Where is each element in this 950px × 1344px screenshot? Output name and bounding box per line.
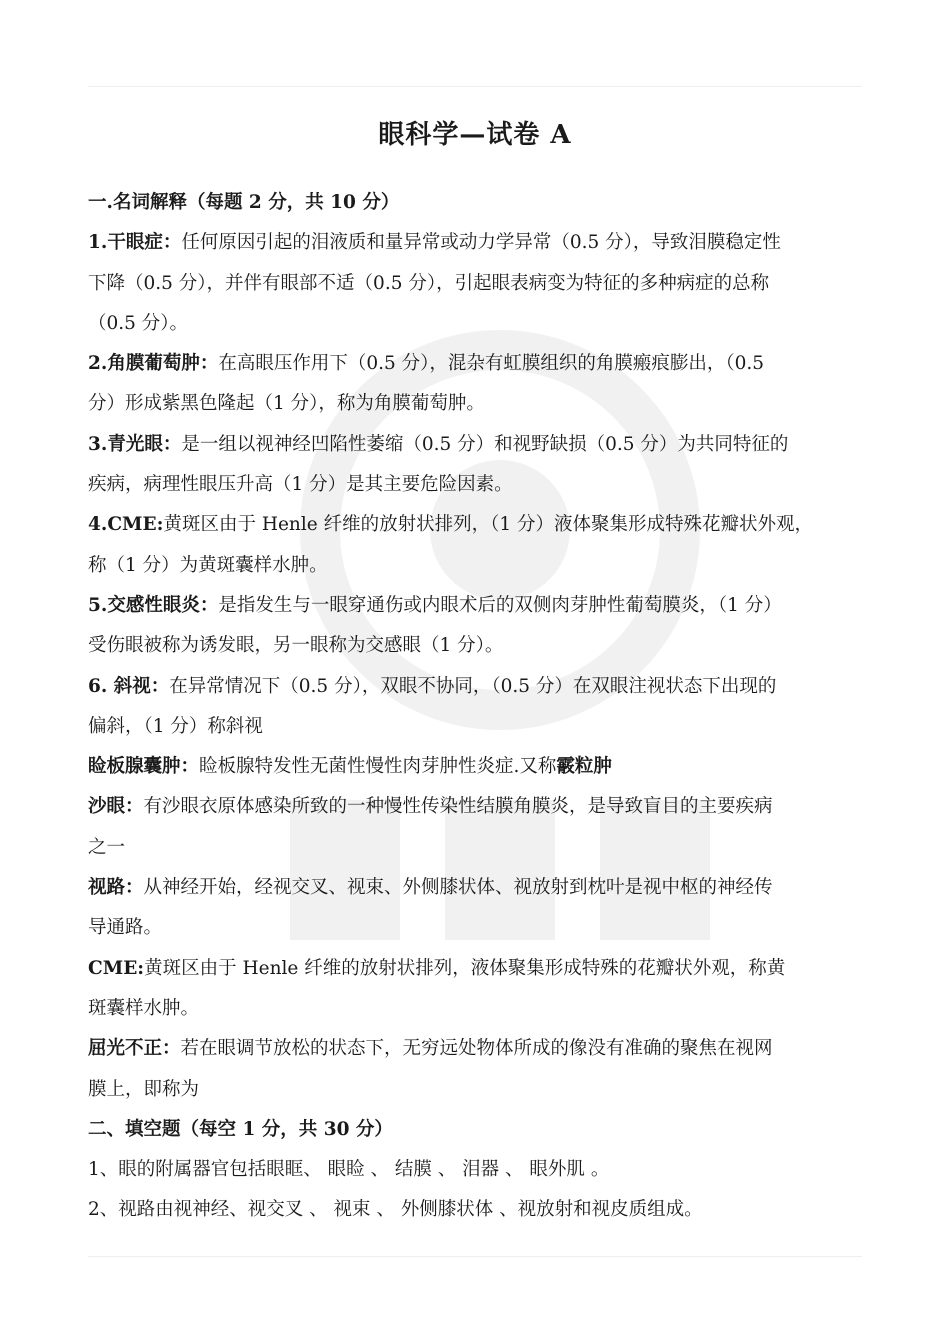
definition-text: 黄斑区由于 Henle 纤维的放射状排列，液体聚集形成特殊的花瓣状外观，称黄 bbox=[144, 957, 786, 979]
document-body bbox=[88, 183, 864, 1231]
fill-in-item: 1、眼的附属器官包括眼眶、 眼睑 、 结膜 、 泪器 、 眼外肌 。 bbox=[88, 1159, 610, 1181]
definition-text: 睑板腺特发性无菌性慢性肉芽肿性炎症.又称 bbox=[199, 756, 557, 778]
definition-term: 屈光不正： bbox=[88, 1038, 181, 1060]
definition-text: 有沙眼衣原体感染所致的一种慢性传染性结膜角膜炎，是导致盲目的主要疾病 bbox=[143, 796, 773, 818]
section-heading-fill-in: 二、填空题（每空 1 分，共 30 分） bbox=[88, 1118, 393, 1140]
definition-item bbox=[88, 223, 864, 263]
definition-item bbox=[88, 667, 864, 707]
definition-item bbox=[88, 949, 864, 989]
definition-text: 从神经开始，经视交叉、视束、外侧膝状体、视放射到枕叶是视中枢的神经传 bbox=[143, 877, 773, 899]
definition-text-line: 斑囊样水肿。 bbox=[88, 997, 200, 1019]
definition-item bbox=[88, 586, 864, 626]
bottom-divider bbox=[88, 1256, 862, 1257]
definition-text: 是一组以视神经凹陷性萎缩（0.5 分）和视野缺损（0.5 分）为共同特征的 bbox=[181, 433, 789, 455]
definition-item bbox=[88, 787, 864, 827]
definition-term: 5.交感性眼炎： bbox=[88, 594, 219, 616]
definition-item bbox=[88, 747, 864, 787]
definition-text: 黄斑区由于 Henle 纤维的放射状排列，（1 分）液体聚集形成特殊花瓣状外观， bbox=[163, 514, 813, 536]
definition-text: 是指发生与一眼穿通伤或内眼术后的双侧肉芽肿性葡萄膜炎，（1 分） bbox=[218, 594, 782, 616]
definition-text-line: 下降（0.5 分），并伴有眼部不适（0.5 分），引起眼表病变为特征的多种病症的总称 bbox=[88, 272, 770, 294]
definition-item bbox=[88, 425, 864, 465]
definition-text-line: 之一 bbox=[88, 836, 126, 858]
definition-term: CME: bbox=[88, 957, 145, 979]
definition-text-line: 分）形成紫黑色隆起（1 分），称为角膜葡萄肿。 bbox=[88, 393, 485, 415]
definition-term: 1.干眼症： bbox=[88, 232, 182, 254]
definition-item bbox=[88, 868, 864, 908]
definition-emphasis: 霰粒肿 bbox=[556, 756, 612, 778]
definition-item bbox=[88, 344, 864, 384]
definition-text: 在高眼压作用下（0.5 分），混杂有虹膜组织的角膜瘢痕膨出，（0.5 bbox=[218, 353, 765, 375]
definition-term: 6. 斜视： bbox=[88, 675, 170, 697]
top-divider bbox=[88, 86, 862, 87]
definition-text: 在异常情况下（0.5 分），双眼不协同，（0.5 分）在双眼注视状态下出现的 bbox=[169, 675, 777, 697]
definition-term: 3.青光眼： bbox=[88, 433, 182, 455]
definition-text-line: 受伤眼被称为诱发眼，另一眼称为交感眼（1 分）。 bbox=[88, 635, 504, 657]
definition-text-line: （0.5 分）。 bbox=[88, 312, 189, 334]
definition-text: 若在眼调节放松的状态下，无穷远处物体所成的像没有准确的聚焦在视网 bbox=[180, 1038, 773, 1060]
definition-item bbox=[88, 1029, 864, 1069]
definition-text-line: 膜上，即称为 bbox=[88, 1078, 200, 1100]
definition-text-line: 疾病，病理性眼压升高（1 分）是其主要危险因素。 bbox=[88, 474, 513, 496]
definition-text-line: 称（1 分）为黄斑囊样水肿。 bbox=[88, 554, 328, 576]
fill-in-item: 2、视路由视神经、视交叉 、 视束 、 外侧膝状体 、视放射和视皮质组成。 bbox=[88, 1199, 703, 1221]
definition-term: 4.CME: bbox=[88, 514, 164, 536]
definition-term: 视路： bbox=[88, 877, 144, 899]
definition-text-line: 偏斜，（1 分）称斜视 bbox=[88, 715, 263, 737]
definition-text-line: 导通路。 bbox=[88, 917, 163, 939]
page-title: 眼科学—试卷 A bbox=[378, 120, 572, 150]
definition-item bbox=[88, 505, 864, 545]
definition-term: 2.角膜葡萄肿： bbox=[88, 353, 219, 375]
definition-term: 睑板腺囊肿： bbox=[88, 756, 200, 778]
definition-text: 任何原因引起的泪液质和量异常或动力学异常（0.5 分），导致泪膜稳定性 bbox=[181, 232, 781, 254]
section-heading-definitions: 一.名词解释（每题 2 分，共 10 分） bbox=[88, 192, 400, 213]
definition-term: 沙眼： bbox=[88, 796, 144, 818]
